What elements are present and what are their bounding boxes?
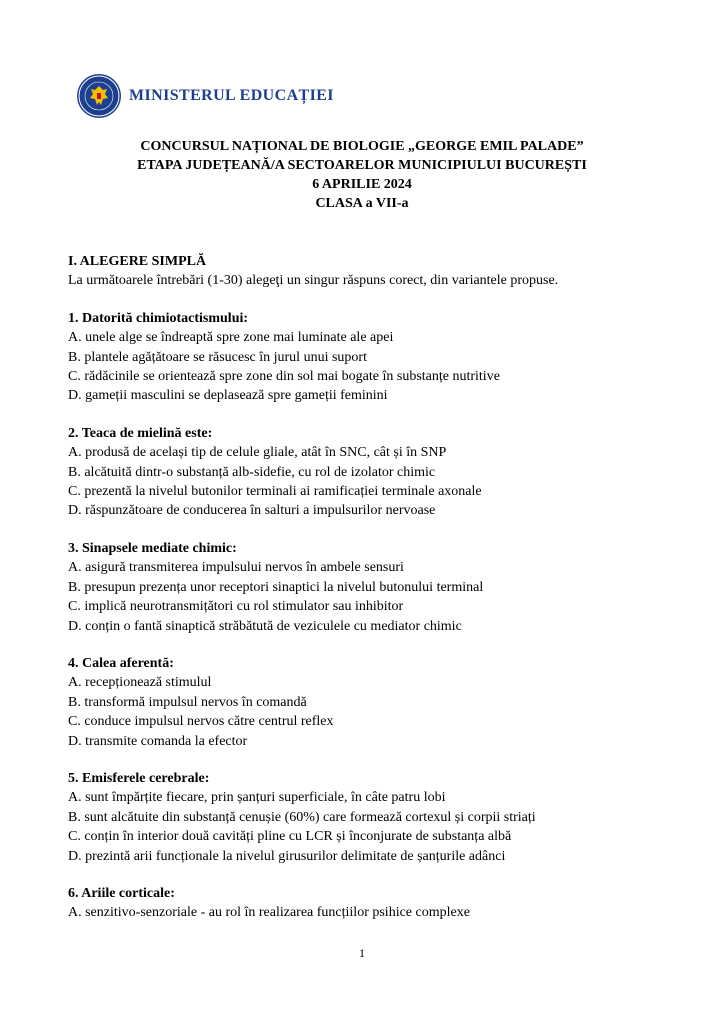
- question-title: 1. Datorită chimiotactismului:: [68, 310, 249, 326]
- option-c: C. rădăcinile se orientează spre zone din sol mai bogate în substanțe nutritive: [68, 369, 500, 385]
- exam-content: [68, 252, 668, 923]
- option-a: A. recepționează stimulul: [68, 675, 212, 691]
- page-number: 1: [359, 946, 365, 960]
- option-b: B. sunt alcătuite din substanță cenușie (60%) care formează cortexul și corpii striați: [68, 809, 536, 825]
- header-logo: [77, 74, 334, 118]
- question-4: [68, 654, 668, 751]
- title-line-3: 6 APRILIE 2024: [312, 177, 412, 192]
- option-c: C. implică neurotransmițători cu rol stimulator sau inhibitor: [68, 599, 404, 615]
- title-line-2: ETAPA JUDEȚEANĂ/A SECTOARELOR MUNICIPIULUI BUCUREȘTI: [137, 158, 587, 173]
- title-line-4: CLASA a VII-a: [315, 196, 409, 211]
- question-6: [68, 884, 668, 923]
- option-a: A. senzitivo-senzoriale - au rol în realizarea funcțiilor psihice complexe: [68, 905, 470, 921]
- option-d: D. transmite comanda la efector: [68, 733, 248, 749]
- title-line-1: CONCURSUL NAȚIONAL DE BIOLOGIE „GEORGE EMIL PALADE”: [140, 139, 584, 154]
- option-a: A. asigură transmiterea impulsului nervos în ambele sensuri: [68, 560, 404, 576]
- question-title: 4. Calea aferentă:: [68, 655, 174, 671]
- section-heading: I. ALEGERE SIMPLĂ: [68, 254, 207, 269]
- option-d: D. gameții masculini se deplasează spre gameții feminini: [68, 388, 388, 404]
- option-d: D. conțin o fantă sinaptică străbătută de veziculele cu mediator chimic: [68, 618, 462, 634]
- option-a: A. unele alge se îndreaptă spre zone mai luminate ale apei: [68, 330, 394, 346]
- exam-title: [0, 137, 724, 213]
- coat-of-arms-icon: [77, 74, 121, 118]
- question-5: [68, 769, 668, 866]
- question-3: [68, 539, 668, 636]
- question-title: 3. Sinapsele mediate chimic:: [68, 540, 237, 556]
- ministry-name: MINISTERUL EDUCAȚIEI: [129, 87, 334, 104]
- option-a: A. sunt împărțite fiecare, prin șanțuri superficiale, în câte patru lobi: [68, 790, 446, 806]
- question-title: 2. Teaca de mielină este:: [68, 425, 213, 441]
- option-b: B. presupun prezența unor receptori sinaptici la nivelul butonului terminal: [68, 579, 484, 595]
- government-seal: [77, 74, 121, 118]
- question-2: [68, 424, 668, 521]
- option-c: C. conduce impulsul nervos către centrul reflex: [68, 714, 334, 730]
- question-title: 5. Emisferele cerebrale:: [68, 770, 210, 786]
- question-title: 6. Ariile corticale:: [68, 885, 175, 901]
- question-1: [68, 309, 668, 406]
- option-a: A. produsă de același tip de celule gliale, atât în SNC, cât și în SNP: [68, 445, 447, 461]
- option-b: B. plantele agățătoare se răsucesc în jurul unui suport: [68, 349, 367, 365]
- option-b: B. transformă impulsul nervos în comandă: [68, 694, 307, 710]
- option-c: C. prezentă la nivelul butonilor terminali ai ramificației terminale axonale: [68, 484, 482, 500]
- option-b: B. alcătuită dintr-o substanță alb-sidefie, cu rol de izolator chimic: [68, 464, 436, 480]
- option-d: D. prezintă arii funcționale la nivelul girusurilor delimitate de șanțurile adânci: [68, 848, 506, 864]
- option-d: D. răspunzătoare de conducerea în salturi a impulsurilor nervoase: [68, 503, 436, 519]
- section-instructions: La următoarele întrebări (1-30) alegeţi un singur răspuns corect, din variantele propuse.: [68, 273, 559, 289]
- option-c: C. conțin în interior două cavități pline cu LCR și înconjurate de substanța albă: [68, 829, 512, 845]
